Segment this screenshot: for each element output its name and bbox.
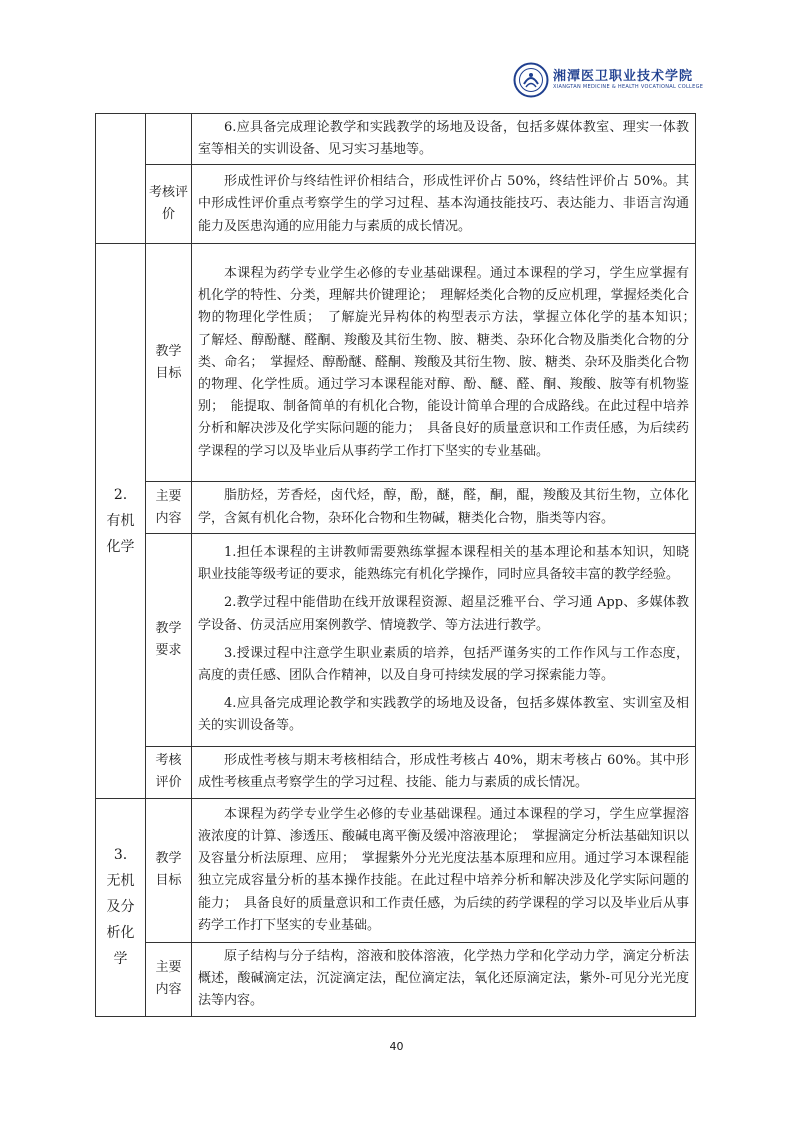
course-name: 有机化学 <box>106 513 135 556</box>
table-row <box>96 165 696 244</box>
course-name: 无机及分析化学 <box>106 873 135 968</box>
content-label: 主要内容 <box>146 942 192 1016</box>
course-cell-continued <box>96 114 146 244</box>
college-seal-icon <box>513 62 549 98</box>
label-cell-empty <box>146 114 192 165</box>
req-label: 教学要求 <box>146 533 192 746</box>
requirement-item: 2.教学过程中能借助在线开放课程资源、超星泛雅平台、学习通 App、多媒体教学设备、仿灵活应用案例教学、情境教学、等方法进行教学。 <box>198 595 689 633</box>
course-table <box>95 113 703 1017</box>
table-row <box>96 533 696 746</box>
course-name-organic <box>96 244 146 798</box>
college-name-en: XIANGTAN MEDICINE & HEALTH VOCATIONAL COLLEGE <box>553 84 704 90</box>
college-name: 湘潭医卫职业技术学院 <box>553 69 694 84</box>
table-row <box>96 244 696 482</box>
assessment-cell: 形成性考核与期末考核相结合，形成性考核占 40%，期末考核占 60%。其中形成性考核重点考察学生的学习过程、技能、能力与素质的成长情况。 <box>192 746 696 798</box>
table-row <box>96 482 696 533</box>
assessment-label: 考核评价 <box>146 165 192 244</box>
goal-label: 教学目标 <box>146 244 192 482</box>
content-cell: 原子结构与分子结构，溶液和胶体溶液，化学热力学和化学动力学，滴定分析法概述，酸碱滴定法，沉淀滴定法，配位滴定法，氧化还原滴定法，紫外-可见分光光度法等内容。 <box>192 942 696 1016</box>
table-row <box>96 942 696 1016</box>
table-row <box>96 114 696 165</box>
requirement-item: 1.担任本课程的主讲教师需要熟练掌握本课程相关的基本理论和基本知识，知晓职业技能等级考证的要求，能熟练完有机化学操作，同时应具备较丰富的教学经验。 <box>198 545 689 583</box>
table-row <box>96 746 696 798</box>
content-label: 主要内容 <box>146 482 192 533</box>
assessment-label: 考核评价 <box>146 746 192 798</box>
goal-cell: 本课程为药学专业学生必修的专业基础课程。通过本课程的学习，学生应掌握溶液浓度的计算、渗透压、酸碱电离平衡及缓冲溶液理论； 掌握滴定分析法基础知识以及容量分析法原理、应用； 掌握紫外分光光度法基本原理和应用。通过学习本课程能独立完成容量分析的基本操作技能。在此过程中培养分析和解决涉及化学实际问题的能力； 具备良好的质量意识和工作责任感，为后续的药学课程的学习以及毕业后从事药学工作打下坚实的专业基础。 <box>192 798 696 942</box>
assessment-cell: 形成性评价与终结性评价相结合，形成性评价占 50%，终结性评价占 50%。其中形成性评价重点考察学生的学习过程、基本沟通技能技巧、表达能力、非语言沟通能力及医患沟通的应用能力与素质的成长情况。 <box>192 165 696 244</box>
requirements-cell <box>192 533 696 746</box>
requirement-6-cell: 6.应具备完成理论教学和实践教学的场地及设备，包括多媒体教室、理实一体教室等相关的实训设备、见习实习基地等。 <box>192 114 696 165</box>
goal-cell: 本课程为药学专业学生必修的专业基础课程。通过本课程的学习，学生应掌握有机化学的特性、分类，理解共价键理论； 理解烃类化合物的反应机理，掌握烃类化合物的物理化学性质； 了解旋光异构体的构型表示方法，掌握立体化学的基本知识； 了解烃、醇酚醚、醛酮、羧酸及其衍生物、胺、糖类、杂环化合物及脂类化合物的分类、命名； 掌握烃、醇酚醚、醛酮、羧酸及其衍生物、胺、糖类、杂环及脂类化合物的物理、化学性质。通过学习本课程能对醇、酚、醚、醛、酮、羧酸、胺等有机物鉴别； 能提取、制备简单的有机化合物，能设计简单合理的合成路线。在此过程中培养分析和解决涉及化学实际问题的能力； 具备良好的质量意识和工作责任感，为后续药学课程的学习以及毕业后从事药学工作打下坚实的专业基础。 <box>192 244 696 482</box>
requirement-item: 3.授课过程中注意学生职业素质的培养，包括严谨务实的工作作风与工作态度，高度的责任感、团队合作精神，以及自身可持续发展的学习探索能力等。 <box>198 645 689 684</box>
page-number: 40 <box>389 1040 404 1053</box>
course-number: 2. <box>113 487 128 504</box>
requirement-item: 4.应具备完成理论教学和实践教学的场地及设备，包括多媒体教室、实训室及相关的实训设备等。 <box>198 696 689 734</box>
course-name-inorganic <box>96 798 146 1016</box>
college-logo <box>513 62 713 102</box>
goal-label: 教学目标 <box>146 798 192 942</box>
course-number: 3. <box>113 847 128 864</box>
content-cell: 脂肪烃，芳香烃，卤代烃，醇，酚，醚，醛，酮，醌，羧酸及其衍生物，立体化学，含氮有机化合物，杂环化合物和生物碱，糖类化合物，脂类等内容。 <box>192 482 696 533</box>
table-row <box>96 798 696 942</box>
